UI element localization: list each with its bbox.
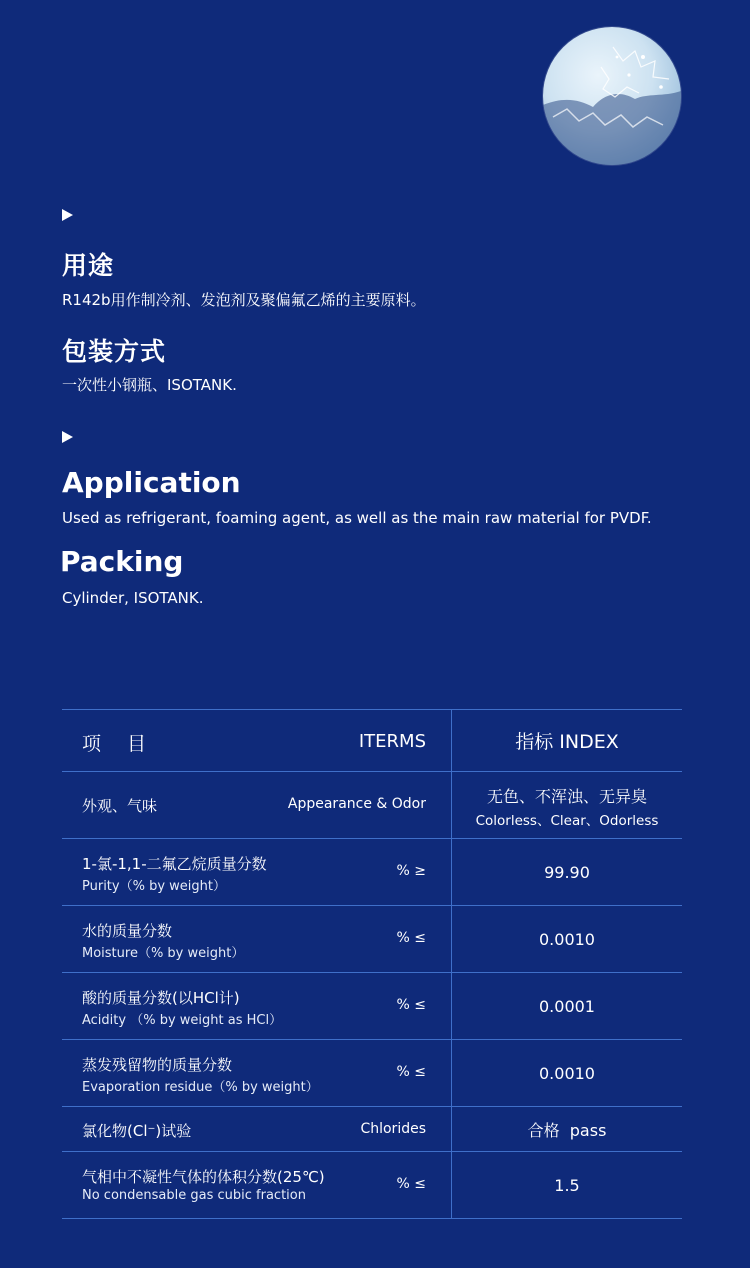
packing-title-en: Packing: [60, 545, 184, 578]
row-value: 1.5: [554, 1175, 580, 1195]
table-row: [62, 1040, 682, 1107]
row-value: 99.90: [544, 862, 590, 882]
application-title: Application: [62, 466, 241, 499]
triangle-right-icon: [62, 431, 73, 443]
use-text: R142b用作制冷剂、发泡剂及聚偏氟乙烯的主要原料。: [62, 291, 426, 309]
row-unit: Appearance & Odor: [287, 796, 426, 812]
table-header-row: [62, 710, 682, 772]
table-row: [62, 1152, 682, 1219]
row-value: 0.0010: [539, 1063, 595, 1083]
row-name-cn: 酸的质量分数(以HCl计): [82, 989, 240, 1007]
row-name-en: No condensable gas cubic fraction: [82, 1188, 306, 1203]
row-value: 0.0010: [539, 929, 595, 949]
row-name-cn: 氯化物(Cl⁻)试验: [82, 1122, 192, 1140]
row-unit: % ≥: [396, 863, 426, 879]
table-row: [62, 973, 682, 1040]
row-name-en: Evaporation residue（% by weight）: [82, 1080, 319, 1095]
row-value-en: Colorless、Clear、Odorless: [475, 812, 659, 829]
packing-title-cn: 包装方式: [62, 337, 167, 366]
table-row: [62, 906, 682, 973]
row-value: 无色、不浑浊、无异臭: [486, 786, 647, 806]
row-name-en: Moisture（% by weight）: [82, 946, 245, 961]
row-unit: % ≤: [396, 1176, 426, 1192]
row-name-cn: 水的质量分数: [82, 922, 173, 940]
header-item-en: ITERMS: [358, 731, 426, 752]
row-unit: % ≤: [396, 1064, 426, 1080]
row-value: 0.0001: [539, 996, 595, 1016]
use-title: 用途: [62, 251, 115, 280]
triangle-right-icon: [62, 209, 73, 221]
table-row: [62, 839, 682, 906]
row-name-cn: 蒸发残留物的质量分数: [82, 1056, 233, 1074]
packing-text-en: Cylinder, ISOTANK.: [62, 589, 204, 607]
header-index: 指标 INDEX: [515, 731, 619, 753]
packing-text-cn: 一次性小钢瓶、ISOTANK.: [62, 376, 237, 394]
row-unit: % ≤: [396, 930, 426, 946]
application-text: Used as refrigerant, foaming agent, as well as the main raw material for PVDF.: [62, 509, 652, 527]
row-unit: % ≤: [396, 997, 426, 1013]
table-row: [62, 1107, 682, 1152]
row-name-cn: 气相中不凝性气体的体积分数(25℃): [82, 1168, 325, 1186]
row-name-cn: 1-氯-1,1-二氟乙烷质量分数: [82, 855, 267, 873]
header-item-cn: 项 目: [82, 733, 157, 755]
row-value: 合格 pass: [527, 1120, 607, 1140]
row-name-en: Acidity （% by weight as HCl）: [82, 1013, 283, 1028]
spec-table: [62, 709, 682, 1219]
table-row: [62, 772, 682, 839]
ice-globe-image: [543, 27, 681, 165]
row-name-en: Purity（% by weight）: [82, 879, 226, 894]
row-unit: Chlorides: [360, 1121, 426, 1137]
row-name-cn: 外观、气味: [82, 797, 158, 815]
